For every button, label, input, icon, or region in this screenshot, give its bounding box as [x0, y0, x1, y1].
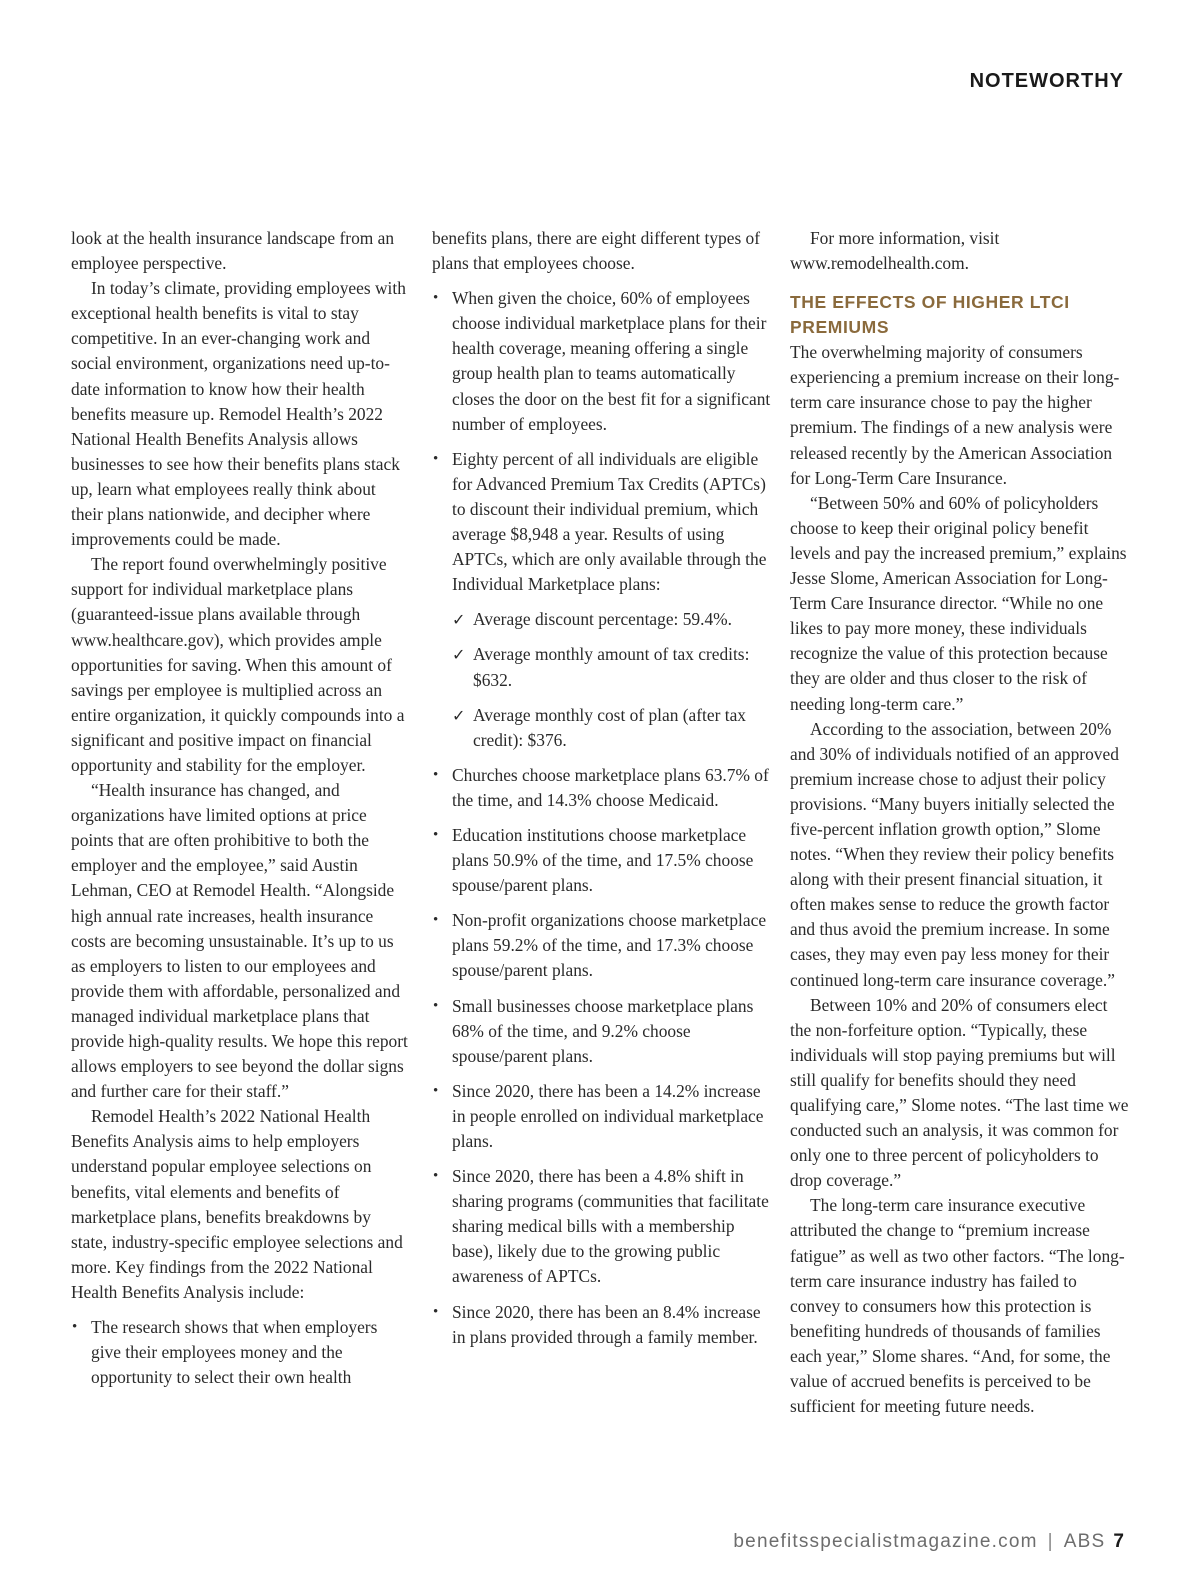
paragraph: The report found overwhelmingly positive support for individual marketplace plans (guaranteed-issue plans available through www.healthcare.gov), which provides ample opportunities for saving. When this amount of savings per employee is multiplied across an entire organization, it quickly compounds into a significant and positive impact on financial opportunity and stability for the employer. — [71, 554, 405, 775]
check-icon: ✓ — [452, 610, 466, 630]
paragraph: benefits plans, there are eight different types of plans that employees choose. — [432, 228, 761, 274]
checklist-text: Average monthly amount of tax credits: $632. — [473, 644, 750, 690]
list-item: • Churches choose marketplace plans 63.7% of the time, and 14.3% choose Medicaid. — [432, 763, 772, 813]
list-item: • Since 2020, there has been an 8.4% increase in plans provided through a family member. — [432, 1300, 772, 1350]
paragraph: The long-term care insurance executive attributed the change to “premium increase fatigue” as well as two other factors. “The long-term care insurance industry has failed to convey to consumers how this protection is benefiting hundreds of thousands of families each year,” Slome shares. “And, for some, the value of accrued benefits is perceived to be sufficient for meeting future needs. — [790, 1195, 1125, 1417]
checklist-item — [452, 607, 772, 632]
list-item: • Since 2020, there has been a 14.2% increase in people enrolled on individual marketplace plans. — [432, 1079, 772, 1154]
list-item: • Since 2020, there has been a 4.8% shift in sharing programs (communities that facilitate sharing medical bills with a membership base), likely due to the growing public awareness of APTCs. — [432, 1164, 772, 1289]
check-icon: ✓ — [452, 705, 466, 725]
footer-publication: ABS — [1063, 1531, 1106, 1552]
article-column-3 — [790, 226, 1130, 1419]
paragraph: “Between 50% and 60% of policyholders choose to keep their original policy benefit levels and pay the increased premium,” explains Jesse Slome, American Association for Long-Term Care Insurance director. “While no one likes to pay more money, these individuals recognize the value of this protection because they are older and thus closer to the risk of needing long-term care.” — [790, 492, 1127, 714]
section-subheading: THE EFFECTS OF HIGHER LTCI PREMIUMS — [790, 292, 1070, 338]
list-item: • Small businesses choose marketplace plans 68% of the time, and 9.2% choose spouse/parent plans. — [432, 994, 772, 1069]
checklist-text: Average discount percentage: 59.4%. — [473, 609, 732, 630]
article-column-1 — [71, 226, 411, 1390]
list-item: • The research shows that when employers give their employees money and the opportunity to select their own health — [71, 1315, 411, 1390]
list-item: • Education institutions choose marketplace plans 50.9% of the time, and 17.5% choose spouse/parent plans. — [432, 823, 772, 898]
aptc-results-list — [452, 607, 772, 752]
footer-site: benefitsspecialistmagazine.com — [733, 1531, 1038, 1552]
list-item: • Non-profit organizations choose marketplace plans 59.2% of the time, and 17.3% choose spouse/parent plans. — [432, 908, 772, 983]
paragraph: The overwhelming majority of consumers experiencing a premium increase on their long-term care insurance chose to pay the higher premium. The findings of a new analysis were released recently by the American Association for Long-Term Care Insurance. — [790, 342, 1120, 488]
paragraph: “Health insurance has changed, and organizations have limited options at price points that are often prohibitive to both the employer and the employee,” said Austin Lehman, CEO at Remodel Health. “Alongside high annual rate increases, health insurance costs are becoming unsustainable. It’s up to us as employers to listen to our employees and provide them with affordable, personalized and managed individual marketplace plans that provide high-quality results. We hope this report allows employers to see beyond the dollar signs and further care for their staff.” — [71, 780, 408, 1102]
section-label: NOTEWORTHY — [969, 70, 1124, 92]
article-column-2 — [432, 226, 772, 1350]
paragraph: Between 10% and 20% of consumers elect the non-forfeiture option. “Typically, these individuals will stop paying premiums but will still qualify for benefits should they need qualifying care,” Slome notes. “The last time we conducted such an analysis, it was common for only one to three percent of policyholders to drop coverage.” — [790, 994, 1129, 1191]
checklist-item — [452, 703, 772, 753]
paragraph: In today’s climate, providing employees with exceptional health benefits is vital to stay competitive. In an ever-changing work and social environment, organizations need up-to-date information to know how their health benefits measure up. Remodel Health’s 2022 National Health Benefits Analysis allows businesses to see how their benefits plans stack up, learn what employees really think about their plans nationwide, and decipher where improvements could be made. — [71, 278, 406, 550]
findings-list — [432, 763, 772, 1350]
key-findings-list — [71, 1315, 411, 1390]
paragraph: look at the health insurance landscape from an employee perspective. — [71, 228, 395, 274]
checklist-item — [452, 642, 772, 692]
paragraph: For more information, visit www.remodelhealth.com. — [790, 228, 1000, 274]
paragraph: Remodel Health’s 2022 National Health Benefits Analysis aims to help employers understand popular employee selections on benefits, vital elements and benefits of marketplace plans, benefits breakdowns by state, industry-specific employee selections and more. Key findings from the 2022 National Health Benefits Analysis include: — [71, 1106, 403, 1302]
paragraph: According to the association, between 20% and 30% of individuals notified of an approved premium increase chose to adjust their policy provisions. “Many buyers initially selected the five-percent inflation growth option,” Slome notes. “When they review their policy benefits along with their present financial situation, it often makes sense to reduce the growth factor and thus avoid the premium increase. In some cases, they may even pay less money for their continued long-term care insurance coverage.” — [790, 718, 1119, 990]
page-footer — [733, 1531, 1124, 1553]
findings-list — [432, 286, 772, 597]
check-icon: ✓ — [452, 645, 466, 665]
list-item: • Eighty percent of all individuals are eligible for Advanced Premium Tax Credits (APTCs) to discount their individual premium, which average $8,948 a year. Results of using APTCs, which are only available through the Individual Marketplace plans: — [432, 447, 772, 598]
footer-separator: | — [1047, 1531, 1054, 1552]
list-item: • When given the choice, 60% of employees choose individual marketplace plans for their health coverage, meaning offering a single group health plan to teams automatically closes the door on the best fit for a significant number of employees. — [432, 286, 772, 437]
checklist-text: Average monthly cost of plan (after tax credit): $376. — [473, 704, 746, 750]
page-number: 7 — [1113, 1531, 1124, 1552]
